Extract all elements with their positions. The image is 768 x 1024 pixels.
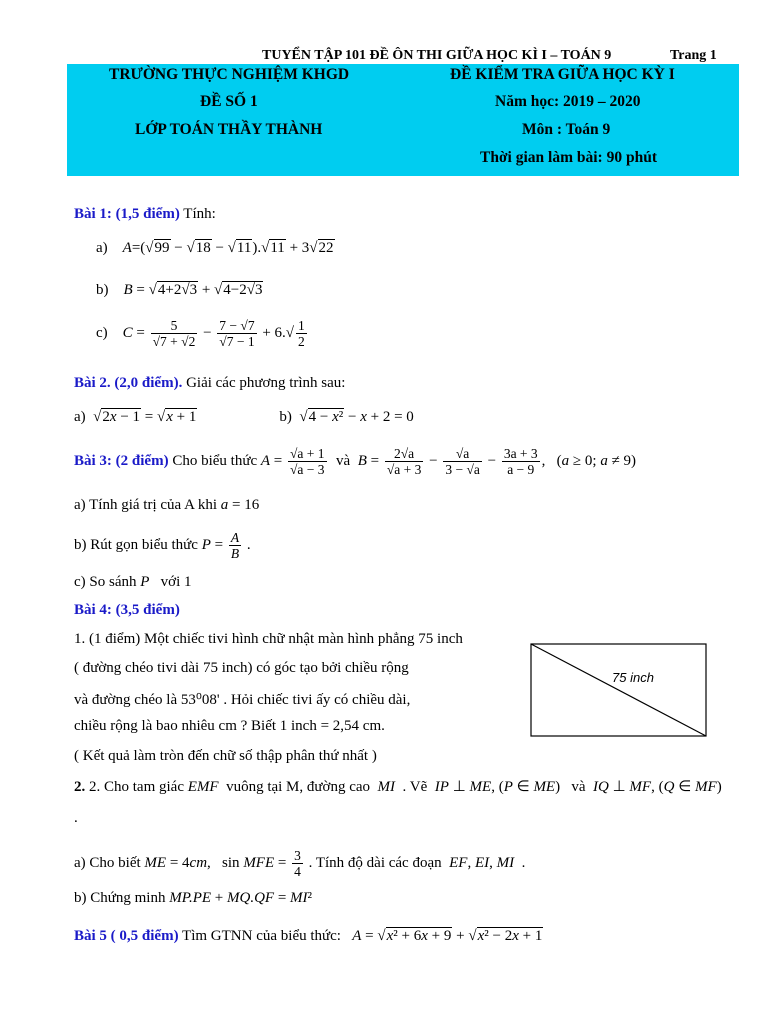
bai4-p3: và đường chéo là 53⁰08' . Hỏi chiếc tivi ấy có chiều dài, — [74, 692, 411, 708]
tv-diagonal — [531, 644, 706, 736]
bai3-text: Cho biểu thức — [168, 452, 261, 469]
bai3-c: c) So sánh P với 1 — [74, 574, 192, 590]
bai1-heading — [74, 206, 216, 223]
diagonal-label: 75 inch — [612, 670, 654, 685]
exam-title: ĐỀ KIỂM TRA GIỮA HỌC KỲ I — [450, 66, 675, 83]
school-name: TRƯỜNG THỰC NGHIỆM KHGD — [109, 66, 350, 83]
bai1-b: b) B = √4+2√3 + √4−2√3 — [96, 282, 263, 298]
bai2-heading — [74, 375, 345, 392]
bai4-p4: chiều rộng là bao nhiêu cm ? Biết 1 inch = 2,54 cm. — [74, 718, 385, 734]
bai3-heading: Bài 3: (2 điểm) Cho biểu thức A = $\frac{√a + 1}{√a - 3}$ và B = $\frac{2√a}{√a + 3}$ − $\frac{√a}{3 - √a}$ − $\frac{3a + 3}{a - 9}$ , (a ≥ 0; a ≠ 9) — [74, 446, 637, 477]
period: . — [74, 810, 78, 826]
tv-diagram — [520, 635, 720, 745]
bai4-heading — [74, 602, 180, 619]
bai4-q2: 2. 2. Cho tam giác EMF vuông tại M, đường cao MI . Vẽ IP ⊥ ME, (P ∈ ME) và IQ ⊥ MF, (Q ∈ MF) — [74, 779, 722, 795]
time-limit: Thời gian làm bài: 90 phút — [480, 149, 657, 166]
bai1-title: Bài 1: (1,5 điểm) — [74, 206, 180, 222]
bai5-heading: Bài 5 ( 0,5 điểm) Tìm GTNN của biểu thức: A = √x² + 6x + 9 + √x² − 2x + 1 — [74, 928, 543, 944]
bai4-title: Bài 4: (3,5 điểm) — [74, 602, 180, 618]
bai2-eqs: a) √2x − 1 = √x + 1 b) √4 − x² − x + 2 = 0 — [74, 409, 414, 425]
bai4-q2a: a) Cho biết ME = 4cm, sin MFE = $\frac{3}{4}$ . Tính độ dài các đoạn EF, EI, MI . — [74, 848, 526, 879]
bai4-p5: ( Kết quả làm tròn đến chữ số thập phân thứ nhất ) — [74, 748, 377, 764]
bai1-a: a) A=(√99 − √18 − √11).√11 + 3√22 — [96, 240, 334, 256]
collection-title: TUYỂN TẬP 101 ĐỀ ÔN THI GIỮA HỌC KÌ I – TOÁN 9 — [262, 48, 612, 63]
bai3-b-text: b) Rút gọn biểu thức — [74, 536, 202, 553]
bai5-text: Tìm GTNN của biểu thức: — [178, 928, 341, 944]
bai2-text: Giải các phương trình sau: — [182, 375, 346, 391]
exam-number: ĐỀ SỐ 1 — [200, 93, 258, 110]
bai3-b: b) Rút gọn biểu thức P = $\frac{A}{B}$ . — [74, 530, 251, 561]
bai3-a-text: a) Tính giá trị của A khi — [74, 497, 221, 513]
exam-header — [67, 64, 739, 176]
bai2-title: Bài 2. (2,0 điểm). — [74, 375, 183, 391]
bai4-q2a-text: a) Cho biết — [74, 854, 145, 871]
bai5-title: Bài 5 ( 0,5 điểm) — [74, 928, 179, 944]
subject: Môn : Toán 9 — [522, 121, 611, 138]
bai1-c: c) C = $\frac{5}{√7 + √2}$ − $\frac{7 - √7}{√7 - 1}$ + 6.√ $\frac{1}{2}$ — [96, 318, 305, 349]
class-name: LỚP TOÁN THẦY THÀNH — [135, 121, 323, 138]
bai1-text: Tính: — [179, 206, 216, 222]
bai3-c-text: c) So sánh — [74, 574, 141, 590]
bai4-q2-text: 2. Cho tam giác — [89, 779, 188, 795]
school-year: Năm học: 2019 – 2020 — [495, 93, 641, 110]
page-number: Trang 1 — [670, 48, 717, 63]
bai3-a: a) Tính giá trị của A khi a = 16 — [74, 497, 260, 513]
bai4-p1: 1. (1 điểm) Một chiếc tivi hình chữ nhật màn hình phẳng 75 inch — [74, 631, 463, 647]
bai3-title: Bài 3: (2 điểm) — [74, 452, 169, 469]
bai4-p2: ( đường chéo tivi dài 75 inch) có góc tạo bởi chiều rộng — [74, 660, 409, 676]
bai4-q2b: b) Chứng minh MP.PE + MQ.QF = MI² — [74, 890, 313, 906]
bai4-q2b-text: b) Chứng minh — [74, 890, 170, 906]
